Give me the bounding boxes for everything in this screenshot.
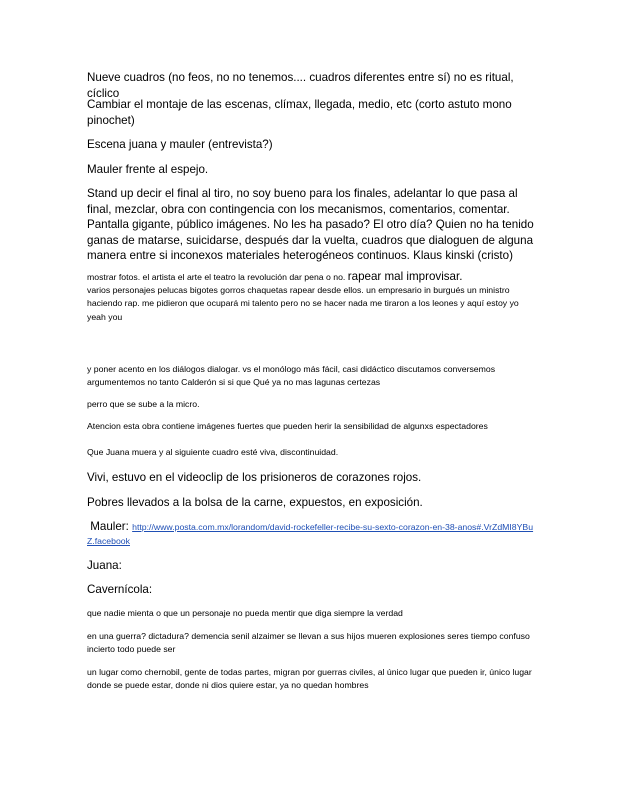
paragraph-chernobil: un lugar como chernobil, gente de todas partes, migran por guerras civiles, al único lugar que pueden ir, único lugar donde se puede estar, donde ni dios quiere estar, ya no quedan hombres [87, 667, 532, 690]
mauler-label: Mauler: [90, 520, 129, 533]
paragraph-escena-juana: Escena juana y mauler (entrevista?) [87, 138, 273, 151]
paragraph-perro-micro: perro que se sube a la micro. [87, 399, 200, 409]
paragraph-pobres: Pobres llevados a la bolsa de la carne, expuestos, en exposición. [87, 496, 423, 509]
paragraph-atencion: Atencion esta obra contiene imágenes fuertes que pueden herir la sensibilidad de algunxs espectadores [87, 421, 488, 431]
paragraph-poner-acento: y poner acento en los diálogos dialogar. vs el monólogo más fácil, casi didáctico discutamos conversemos argumentemos no tanto Calderón si si que Qué ya no mas lagunas certezas [87, 364, 496, 387]
paragraph-nadie-mienta: que nadie mienta o que un personaje no pueda mentir que diga siempre la verdad [87, 608, 403, 618]
paragraph-cavernicola-label: Cavernícola: [87, 583, 153, 596]
paragraph-nueve-cuadros: Nueve cuadros (no feos, no no tenemos.... cuadros diferentes entre sí) no es ritual, cíclico [87, 71, 514, 100]
paragraph-juana-muera: Que Juana muera y al siguiente cuadro esté viva, discontinuidad. [87, 447, 339, 457]
paragraph-mauler-espejo: Mauler frente al espejo. [87, 163, 209, 176]
paragraph-juana-label: Juana: [87, 559, 122, 572]
paragraph-vivi: Vivi, estuvo en el videoclip de los prisioneros de corazones rojos. [87, 471, 422, 484]
paragraph-cambiar-montaje: Cambiar el montaje de las escenas, clímax, llegada, medio, etc (corto astuto mono pinochet) [87, 98, 512, 127]
paragraph-guerra-dictadura: en una guerra? dictadura? demencia senil alzaimer se llevan a sus hijos mueren explosiones seres tiempo confuso incierto todo puede ser [87, 631, 530, 654]
paragraph-mostrar-fotos [87, 270, 537, 324]
paragraph-mauler-link [87, 520, 537, 548]
rapear-text: rapear mal improvisar. [347, 270, 463, 283]
paragraph-stand-up: Stand up decir el final al tiro, no soy bueno para los finales, adelantar lo que pasa al final, mezclar, obra con contingencia con los mecanismos, comentarios, comentar. Pantalla gigante, público imágenes. No les ha pasado? El otro día? Quien no ha tenido ganas de matarse, suicidarse, después dar la vuelta, cuadros que dialoguen de alguna manera entre si inconexos materiales heterogéneos continuos. Klaus kinski (cristo) [87, 187, 534, 263]
varios-personajes-text: varios personajes pelucas bigotes gorros chaquetas rapear desde ellos. un empresario in burgués un ministro haciendo rap. me pidieron que ocupará mi talento pero no se hacer nada me tiraron a los leones y aquí estoy yo yeah you [87, 285, 519, 322]
mostrar-fotos-text: mostrar fotos. el artista el arte el teatro la revolución dar pena o no. [87, 272, 348, 282]
rockefeller-article-link[interactable]: http://www.posta.com.mx/lorandom/david-rockefeller-recibe-su-sexto-corazon-en-38-anos#.VrZdMI8YBuZ.facebook [87, 522, 534, 546]
